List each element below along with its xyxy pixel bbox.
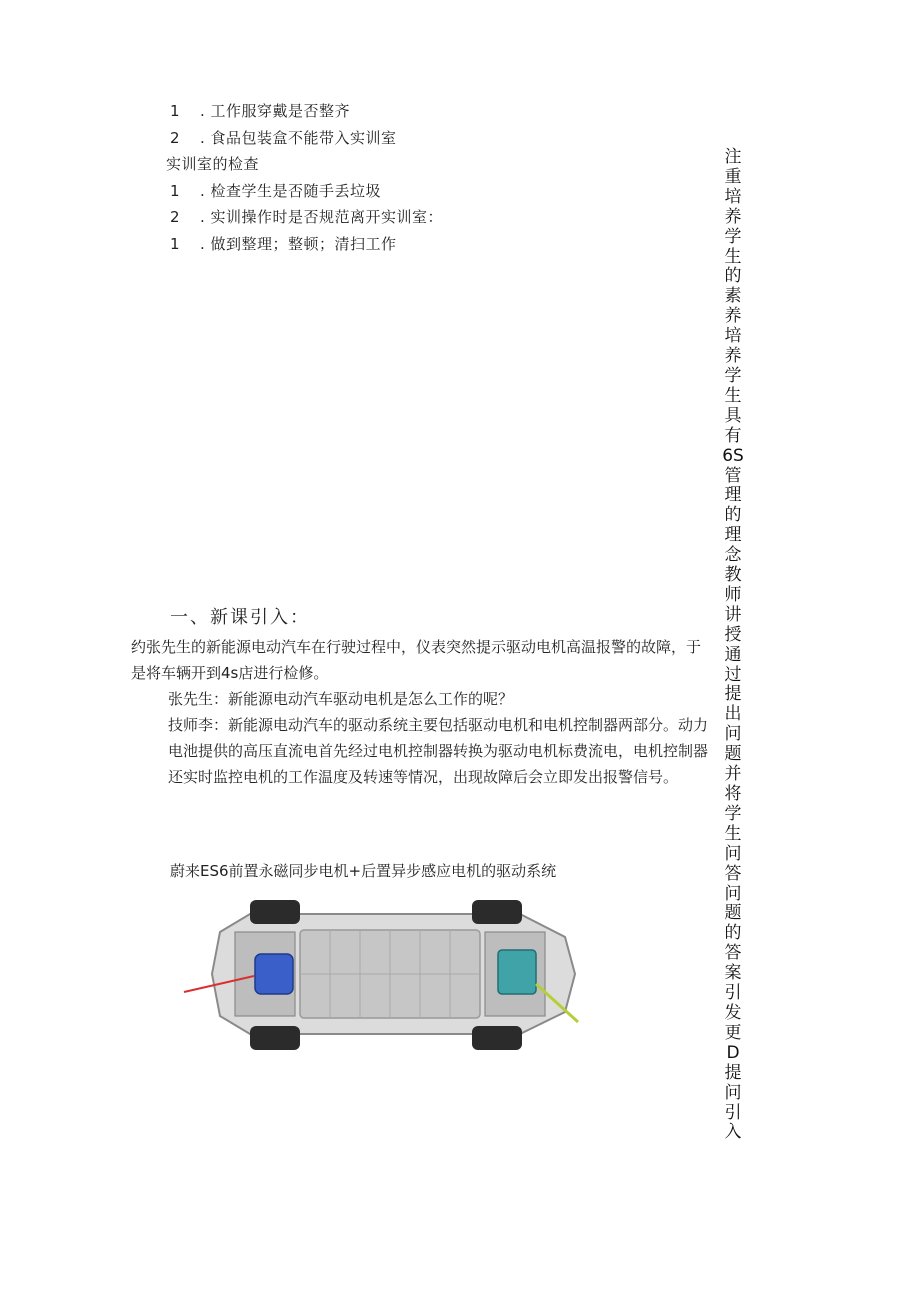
item-text: . 工作服穿戴是否整齐 <box>200 102 351 120</box>
item-number: 1 <box>170 182 181 200</box>
front-motor <box>255 954 293 994</box>
section-title: 实训室的检查 <box>166 155 260 173</box>
answer-paragraph: 技师李：新能源电动汽车的驱动系统主要包括驱动电机和电机控制器两部分。动力电池提供的高压直流电首先经过电机控制器转换为驱动电机标费流电，电机控制器还实时监控电机的工作温度及转速等情况，出现故障后会立即发出报警信号。 <box>168 716 709 786</box>
item-text: . 实训操作时是否规范离开实训室： <box>200 208 444 226</box>
ev-chassis-figure <box>180 892 590 1057</box>
wheel-front-right <box>250 1026 300 1050</box>
teaching-side-note: 注重培养学生的素养培养学生具有6S管理的理念教师讲授通过提出问题并将学生问答问题的答案引发更D提问引入 <box>722 147 744 1143</box>
checklist-item <box>170 128 397 148</box>
checklist-item <box>170 207 443 227</box>
item-text: . 检查学生是否随手丢垃圾 <box>200 182 382 200</box>
question-line: 张先生：新能源电动汽车驱动电机是怎么工作的呢？ <box>168 690 514 708</box>
wheel-rear-left <box>472 900 522 924</box>
item-text: . 做到整理；整顿；清扫工作 <box>200 235 397 253</box>
wheel-front-left <box>250 900 300 924</box>
checklist-item <box>170 101 350 121</box>
lesson-heading: 一、新课引入： <box>170 607 310 628</box>
intro-paragraph: 约张先生的新能源电动汽车在行驶过程中，仪表突然提示驱动电机高温报警的故障，于是将车辆开到4s店进行检修。 <box>131 638 702 682</box>
rear-motor <box>498 950 536 994</box>
item-number: 2 <box>170 208 181 226</box>
item-number: 1 <box>170 102 181 120</box>
item-number: 2 <box>170 129 181 147</box>
figure-caption: 蔚来ES6前置永磁同步电机+后置异步感应电机的驱动系统 <box>170 862 557 880</box>
checklist-item <box>170 234 397 254</box>
wheel-rear-right <box>472 1026 522 1050</box>
item-text: . 食品包装盒不能带入实训室 <box>200 129 397 147</box>
item-number: 1 <box>170 235 181 253</box>
checklist-item <box>170 181 381 201</box>
